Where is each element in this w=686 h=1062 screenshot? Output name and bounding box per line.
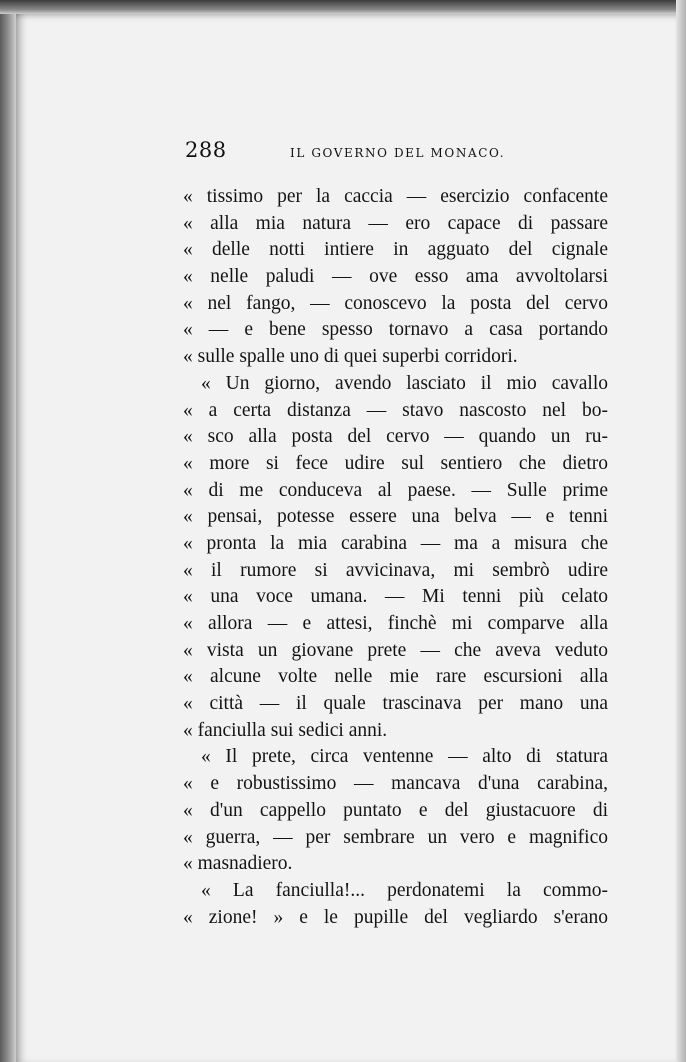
text-line: « una voce umana. — Mi tenni più celato — [183, 586, 608, 608]
paper-sheet — [16, 14, 676, 1062]
text-line: « alcune volte nelle mie rare escursioni alla — [183, 666, 608, 688]
running-head: IL GOVERNO DEL MONACO. — [290, 146, 506, 160]
text-line: « fanciulla sui sedici anni. — [183, 719, 388, 741]
text-line: « nelle paludi — ove esso ama avvoltolarsi — [183, 266, 608, 288]
text-line: « La fanciulla!... perdonatemi la commo- — [201, 879, 608, 901]
page-number: 288 — [185, 138, 227, 162]
text-line: « pronta la mia carabina — ma a misura che — [183, 532, 608, 554]
text-line: « Il prete, circa ventenne — alto di statura — [201, 746, 608, 768]
text-line: « d'un cappello puntato e del giustacuore di — [183, 799, 608, 821]
scan-edge-right — [676, 0, 686, 1062]
binding-shadow-left — [0, 0, 16, 1062]
text-line: « sco alla posta del cervo — quando un ru- — [183, 426, 608, 448]
text-line: « vista un giovane prete — che aveva veduto — [183, 639, 608, 661]
text-line: « alla mia natura — ero capace di passare — [183, 212, 608, 234]
text-line: « il rumore si avvicinava, mi sembrò udire — [183, 559, 608, 581]
text-line: « — e bene spesso tornavo a casa portando — [183, 319, 608, 341]
text-line: « di me conduceva al paese. — Sulle prime — [183, 479, 608, 501]
text-line: « pensai, potesse essere una belva — e tenni — [183, 506, 608, 528]
text-line: « delle notti intiere in agguato del cignale — [183, 239, 608, 261]
text-line: « sulle spalle uno di quei superbi corridori. — [183, 346, 518, 368]
text-line: « tissimo per la caccia — esercizio confacente — [183, 186, 608, 207]
body-text — [183, 184, 608, 931]
text-line: « Un giorno, avendo lasciato il mio cavallo — [201, 372, 608, 394]
text-line: « masnadiero. — [183, 853, 293, 875]
text-line: « a certa distanza — stavo nascosto nel bo- — [183, 399, 608, 421]
page-header — [185, 138, 615, 164]
text-line: « città — il quale trascinava per mano una — [183, 693, 608, 715]
text-line: « more si fece udire sul sentiero che dietro — [183, 452, 608, 474]
scan-edge-top — [0, 0, 686, 14]
text-line: « nel fango, — conoscevo la posta del cervo — [183, 292, 608, 314]
text-line: « zione! » e le pupille del vegliardo s'erano — [183, 906, 608, 928]
text-line: « allora — e attesi, finchè mi comparve alla — [183, 613, 608, 634]
text-line: « e robustissimo — mancava d'una carabina, — [183, 773, 608, 795]
text-line: « guerra, — per sembrare un vero e magnifico — [183, 826, 608, 848]
